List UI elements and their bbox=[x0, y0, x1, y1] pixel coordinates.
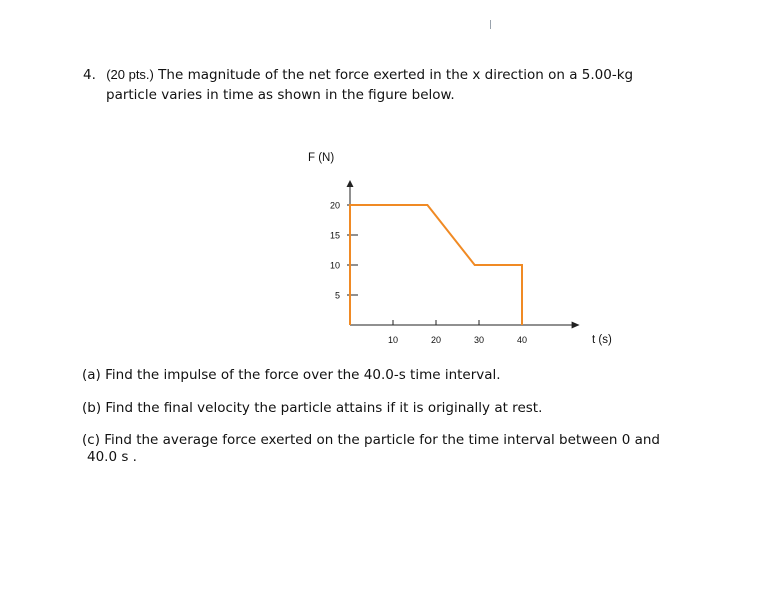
x-tick-label: 30 bbox=[473, 335, 485, 345]
question-number: 4. bbox=[83, 67, 96, 83]
part-b: (b) Find the final velocity the particle attains if it is originally at rest. bbox=[82, 400, 543, 416]
y-tick-label: 10 bbox=[329, 260, 340, 271]
y-axis-arrow bbox=[347, 180, 354, 187]
question-points: (20 pts.) bbox=[106, 67, 154, 82]
axes bbox=[347, 180, 580, 329]
y-tick-label: 5 bbox=[334, 290, 340, 301]
series-layer bbox=[350, 205, 522, 325]
question-text-1: The magnitude of the net force exerted in the x direction on a 5.00-kg bbox=[158, 67, 634, 83]
x-tick-label: 10 bbox=[387, 335, 399, 345]
question-line-2: particle varies in time as shown in the figure below. bbox=[106, 87, 455, 103]
x-axis-arrow bbox=[572, 322, 580, 329]
y-tick-label: 15 bbox=[329, 230, 340, 241]
y-axis-label: F (N) bbox=[308, 152, 335, 164]
force-series-line bbox=[350, 205, 522, 325]
part-a: (a) Find the impulse of the force over the 40.0-s time interval. bbox=[82, 367, 501, 383]
y-tick-label: 20 bbox=[329, 200, 340, 211]
x-tick-label: 20 bbox=[430, 335, 442, 345]
part-c-line-1: (c) Find the average force exerted on the particle for the time interval between 0 and bbox=[82, 432, 661, 448]
part-c-line-2: 40.0 s . bbox=[87, 449, 137, 465]
tick-marks bbox=[330, 201, 527, 346]
x-axis-label: t (s) bbox=[592, 334, 612, 346]
x-tick-label: 40 bbox=[516, 335, 528, 345]
